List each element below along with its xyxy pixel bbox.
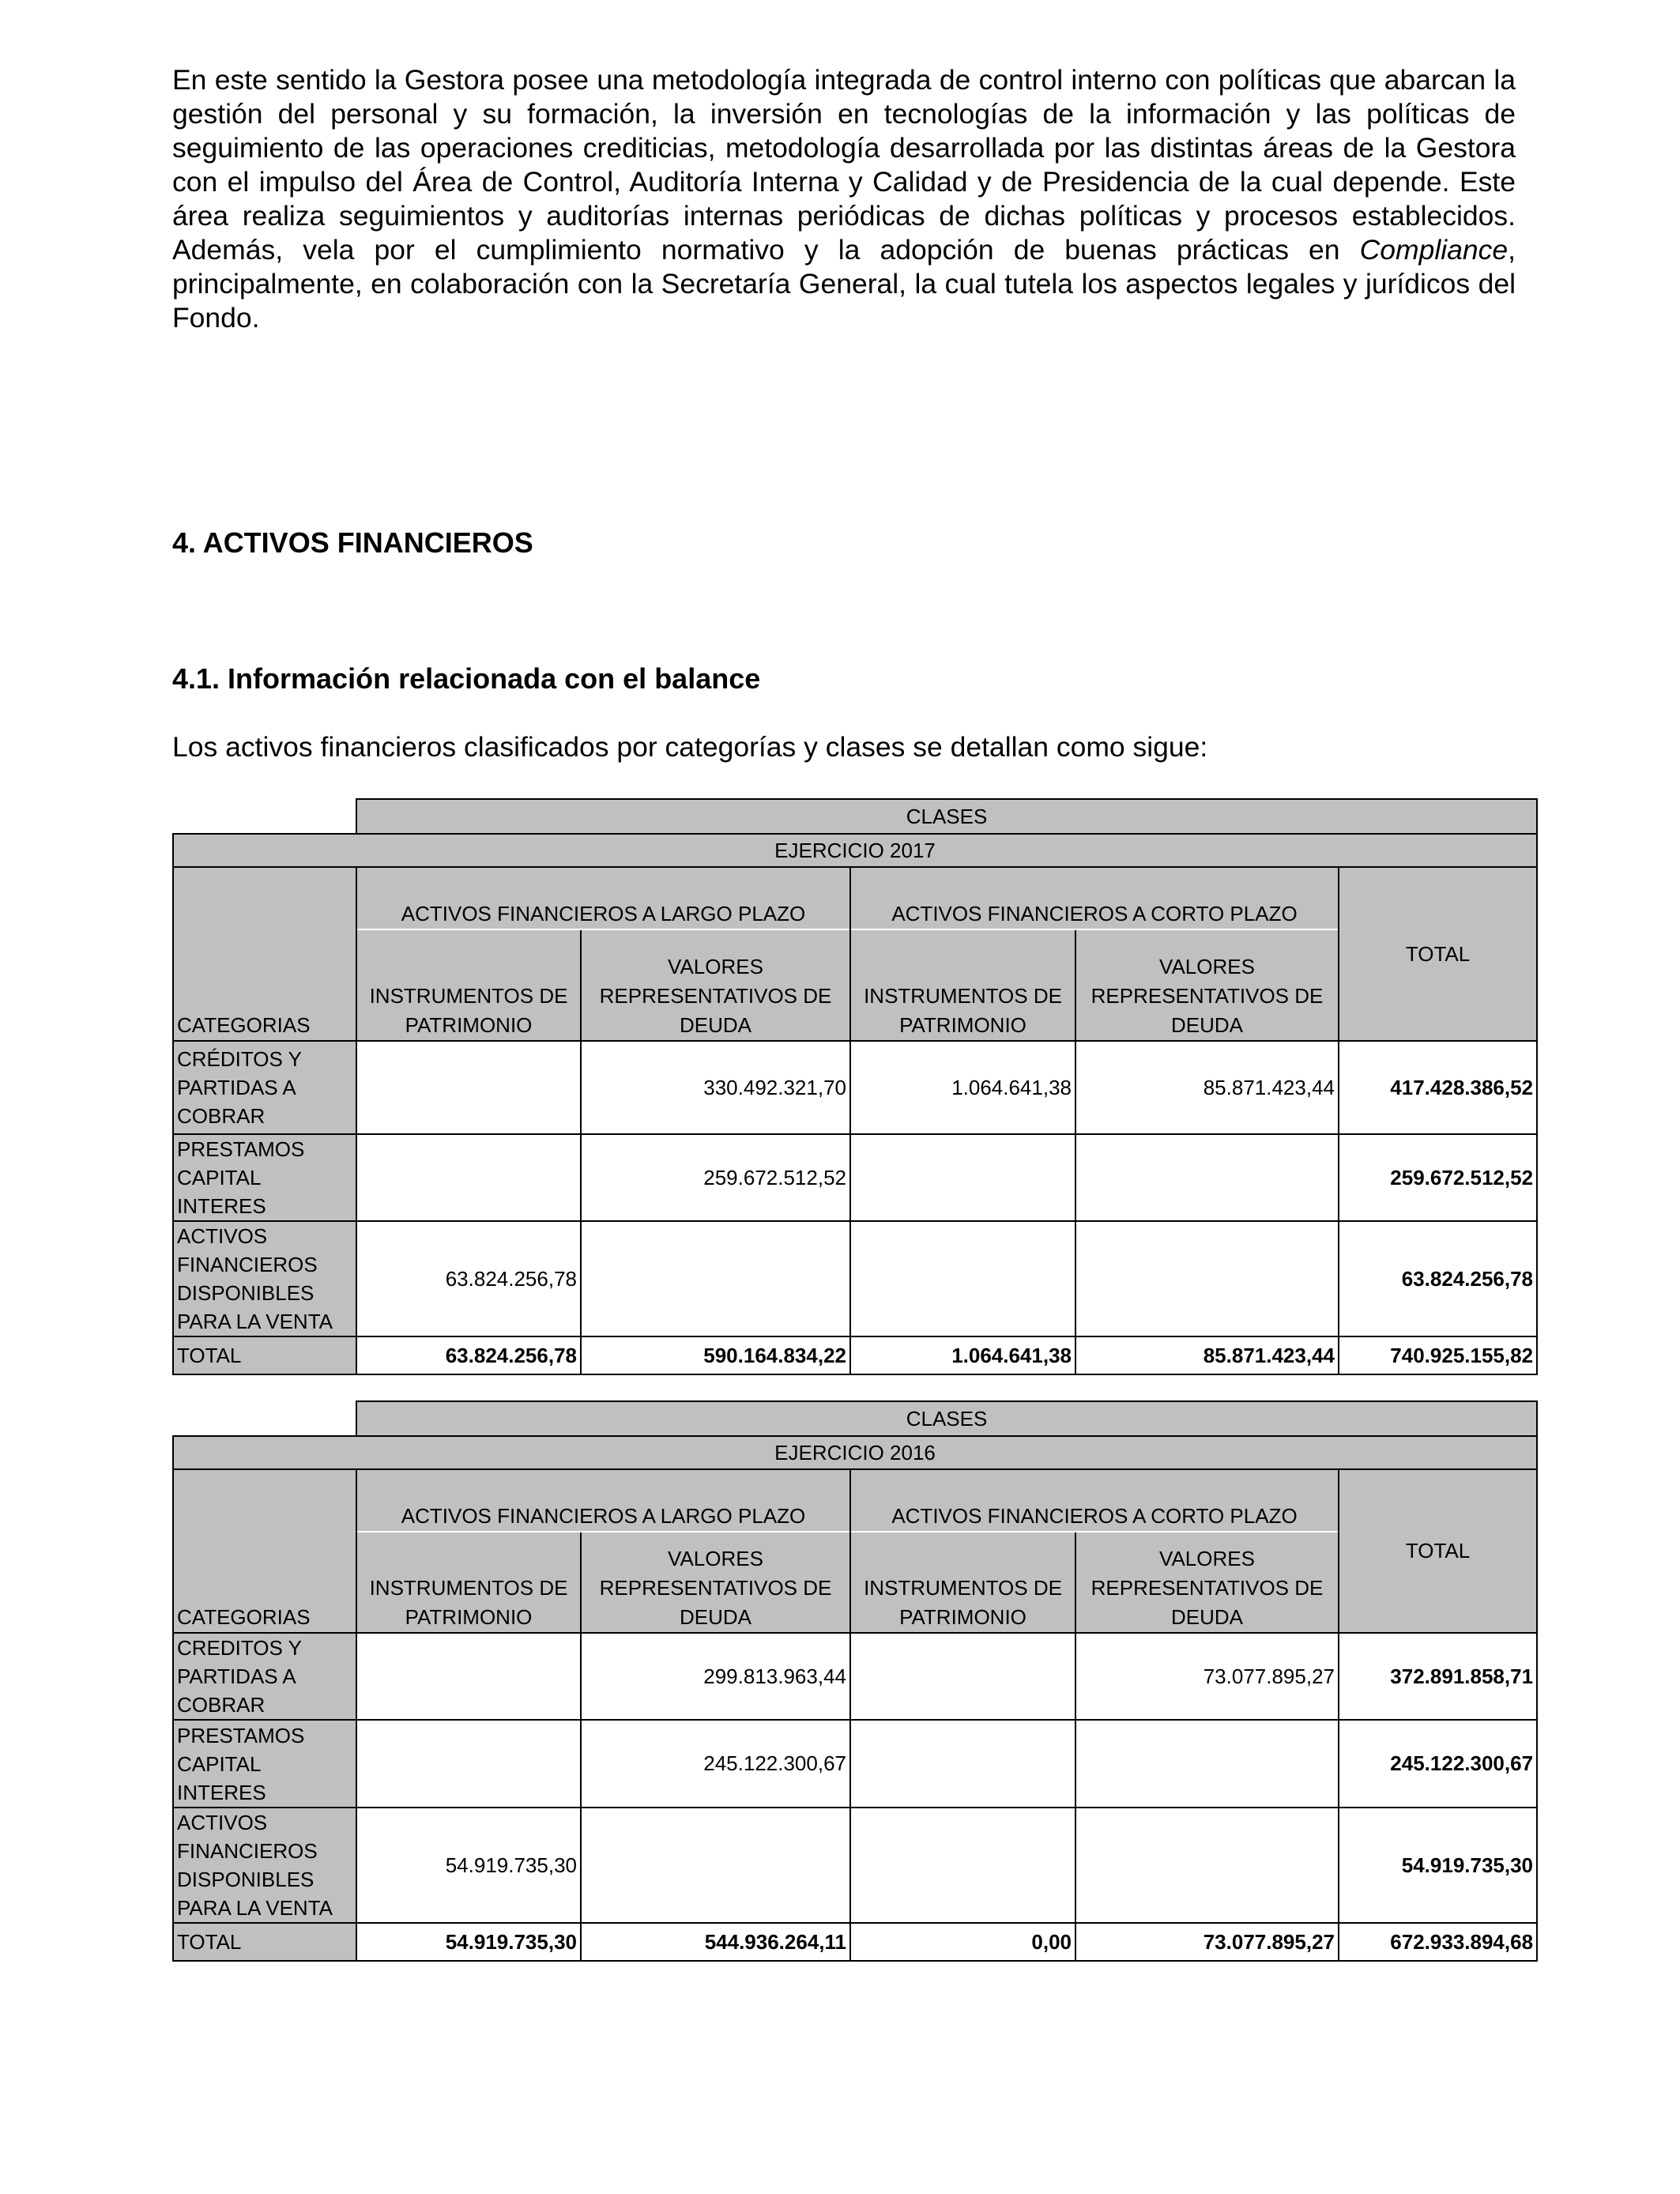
- total-label: TOTAL: [173, 1923, 356, 1961]
- total-lp-val: 544.936.264,11: [581, 1923, 850, 1961]
- cell-total: 417.428.386,52: [1339, 1041, 1537, 1134]
- total-cp-instr: 0,00: [850, 1923, 1075, 1961]
- header-cp-instrumentos: INSTRUMENTOS DE PATRIMONIO: [850, 1532, 1075, 1633]
- header-corto-plazo: ACTIVOS FINANCIEROS A CORTO PLAZO: [850, 867, 1339, 929]
- section-title: 4. ACTIVOS FINANCIEROS: [172, 526, 533, 559]
- header-cp-valores: VALORES REPRESENTATIVOS DE DEUDA: [1075, 1532, 1339, 1633]
- total-total: 740.925.155,82: [1339, 1336, 1537, 1374]
- cell-total: 63.824.256,78: [1339, 1221, 1537, 1336]
- cell-total: 372.891.858,71: [1339, 1633, 1537, 1720]
- table-intro: Los activos financieros clasificados por categorías y clases se detallan como sigue:: [172, 731, 1208, 763]
- cell-lp-instr: [356, 1041, 581, 1134]
- cell-lp-val: 330.492.321,70: [581, 1041, 850, 1134]
- cell-cp-instr: [850, 1720, 1075, 1808]
- header-row-clases: [173, 1401, 1537, 1436]
- cell-cp-val: 85.871.423,44: [1075, 1041, 1339, 1134]
- header-largo-plazo: ACTIVOS FINANCIEROS A LARGO PLAZO: [356, 1469, 850, 1532]
- total-cp-instr: 1.064.641,38: [850, 1336, 1075, 1374]
- row-label: CRÉDITOS Y PARTIDAS A COBRAR: [173, 1041, 356, 1134]
- header-cp-instrumentos: INSTRUMENTOS DE PATRIMONIO: [850, 929, 1075, 1041]
- paragraph-italic: Compliance: [1359, 234, 1509, 266]
- table-row: [173, 1720, 1537, 1808]
- header-total: TOTAL: [1339, 1469, 1537, 1633]
- cell-lp-instr: [356, 1720, 581, 1808]
- header-row-groups: [173, 867, 1537, 929]
- table-row: [173, 1041, 1537, 1134]
- cell-lp-instr: 54.919.735,30: [356, 1808, 581, 1923]
- total-lp-instr: 54.919.735,30: [356, 1923, 581, 1961]
- header-total: TOTAL: [1339, 867, 1537, 1041]
- total-lp-val: 590.164.834,22: [581, 1336, 850, 1374]
- header-categorias: CATEGORIAS: [173, 867, 356, 1041]
- table-row: [173, 1633, 1537, 1720]
- header-row-ejercicio: [173, 1436, 1537, 1469]
- assets-table-2016: [172, 1400, 1538, 1962]
- cell-cp-instr: [850, 1221, 1075, 1336]
- cell-cp-val: [1075, 1221, 1339, 1336]
- cell-cp-instr: [850, 1134, 1075, 1221]
- total-row: [173, 1336, 1537, 1374]
- header-row-groups: [173, 1469, 1537, 1532]
- total-cp-val: 73.077.895,27: [1075, 1923, 1339, 1961]
- cell-total: 54.919.735,30: [1339, 1808, 1537, 1923]
- header-lp-valores: VALORES REPRESENTATIVOS DE DEUDA: [581, 1532, 850, 1633]
- cell-cp-val: [1075, 1720, 1339, 1808]
- row-label: CREDITOS Y PARTIDAS A COBRAR: [173, 1633, 356, 1720]
- cell-cp-val: [1075, 1808, 1339, 1923]
- header-ejercicio: EJERCICIO 2017: [173, 834, 1537, 867]
- header-row-clases: [173, 799, 1537, 834]
- cell-cp-instr: [850, 1633, 1075, 1720]
- header-row-subcols: [173, 929, 1537, 1041]
- cell-cp-instr: 1.064.641,38: [850, 1041, 1075, 1134]
- cell-cp-val: 73.077.895,27: [1075, 1633, 1339, 1720]
- paragraph-part1: En este sentido la Gestora posee una metodología integrada de control interno con políticas que abarcan la gestión del personal y su formación, la inversión en tecnologías de la información y las políticas de seguimiento de las operaciones crediticias, metodología desarrollada por las distintas áreas de la Gestora con el impulso del Área de Control, Auditoría Interna y Calidad y de Presidencia de la cual depende. Este área realiza seguimientos y auditorías internas periódicas de dichas políticas y procesos establecidos. Además, vela por el cumplimiento normativo y la adopción de buenas prácticas en: [172, 64, 1516, 266]
- cell-lp-val: 299.813.963,44: [581, 1633, 850, 1720]
- table-row: [173, 1808, 1537, 1923]
- cell-lp-val: [581, 1808, 850, 1923]
- header-lp-instrumentos: INSTRUMENTOS DE PATRIMONIO: [356, 1532, 581, 1633]
- header-row-ejercicio: [173, 834, 1537, 867]
- row-label: PRESTAMOS CAPITAL INTERES: [173, 1720, 356, 1808]
- header-clases: CLASES: [356, 799, 1537, 834]
- blank-corner: [173, 799, 356, 834]
- subsection-title: 4.1. Información relacionada con el balance: [172, 662, 761, 695]
- cell-lp-instr: 63.824.256,78: [356, 1221, 581, 1336]
- cell-lp-val: 259.672.512,52: [581, 1134, 850, 1221]
- cell-cp-instr: [850, 1808, 1075, 1923]
- total-row: [173, 1923, 1537, 1961]
- total-lp-instr: 63.824.256,78: [356, 1336, 581, 1374]
- row-label: ACTIVOS FINANCIEROS DISPONIBLES PARA LA VENTA: [173, 1808, 356, 1923]
- blank-corner: [173, 1401, 356, 1436]
- cell-lp-instr: [356, 1134, 581, 1221]
- total-label: TOTAL: [173, 1336, 356, 1374]
- header-cp-valores: VALORES REPRESENTATIVOS DE DEUDA: [1075, 929, 1339, 1041]
- header-categorias: CATEGORIAS: [173, 1469, 356, 1633]
- cell-total: 245.122.300,67: [1339, 1720, 1537, 1808]
- total-total: 672.933.894,68: [1339, 1923, 1537, 1961]
- header-largo-plazo: ACTIVOS FINANCIEROS A LARGO PLAZO: [356, 867, 850, 929]
- header-row-subcols: [173, 1532, 1537, 1633]
- cell-lp-val: 245.122.300,67: [581, 1720, 850, 1808]
- cell-cp-val: [1075, 1134, 1339, 1221]
- header-clases: CLASES: [356, 1401, 1537, 1436]
- table-row: [173, 1221, 1537, 1336]
- header-corto-plazo: ACTIVOS FINANCIEROS A CORTO PLAZO: [850, 1469, 1339, 1532]
- row-label: ACTIVOS FINANCIEROS DISPONIBLES PARA LA VENTA: [173, 1221, 356, 1336]
- header-lp-instrumentos: INSTRUMENTOS DE PATRIMONIO: [356, 929, 581, 1041]
- header-ejercicio: EJERCICIO 2016: [173, 1436, 1537, 1469]
- paragraph-part2: , principalmente, en colaboración con la Secretaría General, la cual tutela los aspectos legales y jurídicos del Fondo.: [172, 234, 1516, 334]
- table-row: [173, 1134, 1537, 1221]
- header-lp-valores: VALORES REPRESENTATIVOS DE DEUDA: [581, 929, 850, 1041]
- cell-total: 259.672.512,52: [1339, 1134, 1537, 1221]
- row-label: PRESTAMOS CAPITAL INTERES: [173, 1134, 356, 1221]
- assets-table-2017: [172, 798, 1538, 1375]
- total-cp-val: 85.871.423,44: [1075, 1336, 1339, 1374]
- cell-lp-val: [581, 1221, 850, 1336]
- intro-paragraph: [172, 63, 1516, 335]
- cell-lp-instr: [356, 1633, 581, 1720]
